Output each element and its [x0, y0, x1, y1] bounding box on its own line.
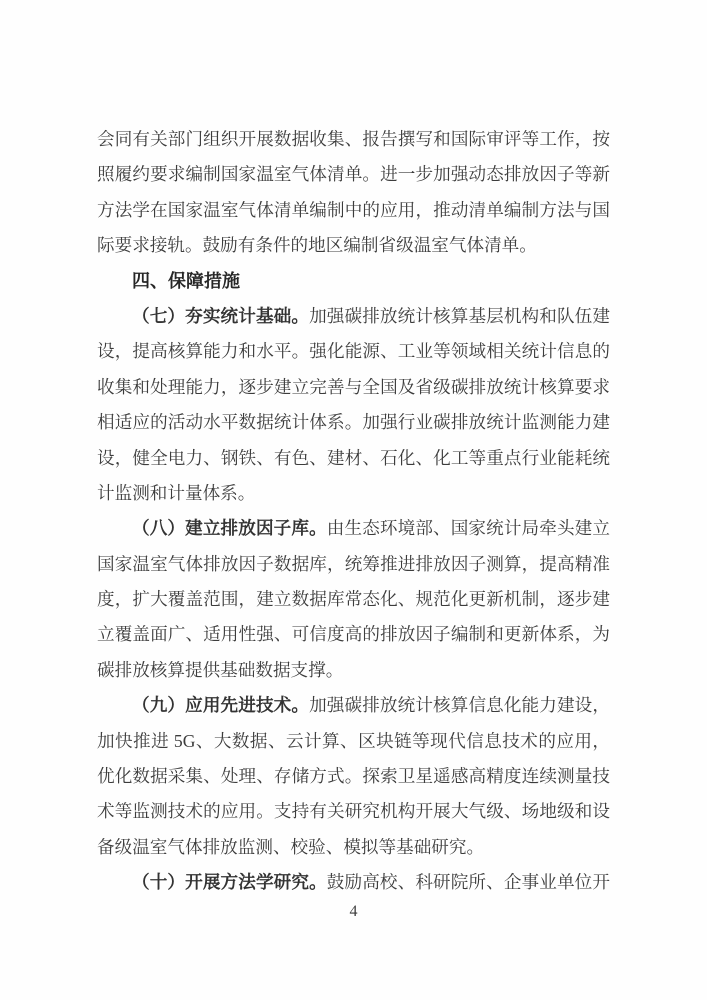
section-lead-rest: 由生态环境部、国家统计局牵头建立 [326, 518, 610, 539]
section-lead: （九）应用先进技术。 [132, 695, 310, 716]
text-line: 设，健全电力、钢铁、有色、建材、石化、化工等重点行业能耗统 [97, 447, 610, 468]
text-line [97, 299, 610, 334]
text-line: 计监测和计量体系。 [97, 482, 256, 503]
text-line: 设，提高核算能力和水平。强化能源、工业等领域相关统计信息的 [97, 341, 610, 362]
text-line: 国家温室气体排放因子数据库，统筹推进排放因子测算，提高精准 [97, 553, 610, 574]
text-line: 备级温室气体排放监测、校验、模拟等基础研究。 [97, 836, 485, 857]
text-line: 加快推进 5G、大数据、云计算、区块链等现代信息技术的应用， [97, 730, 610, 751]
section-lead-rest: 加强碳排放统计核算基层机构和队伍建 [309, 305, 610, 326]
text-line: 相适应的活动水平数据统计体系。加强行业碳排放统计监测能力建 [97, 412, 610, 433]
page-footer [97, 903, 610, 921]
text-line [97, 688, 610, 723]
section-lead: （八）建立排放因子库。 [132, 518, 327, 539]
text-line: 度，扩大覆盖范围，建立数据库常态化、规范化更新机制，逐步建 [97, 589, 610, 610]
text-line: 术等监测技术的应用。支持有关研究机构开展大气级、场地级和设 [97, 801, 610, 822]
section-heading: 四、保障措施 [132, 270, 240, 291]
text-line: 优化数据采集、处理、存储方式。探索卫星遥感高精度连续测量技 [97, 766, 610, 787]
section-lead: （十）开展方法学研究。 [132, 872, 327, 893]
page-number: 4 [349, 902, 358, 920]
text-line: 方法学在国家温室气体清单编制中的应用，推动清单编制方法与国 [97, 199, 610, 220]
document-content [97, 122, 610, 901]
section-lead: （七）夯实统计基础。 [132, 305, 310, 326]
section-lead-rest: 鼓励高校、科研院所、企事业单位开 [326, 872, 610, 893]
text-line: 收集和处理能力，逐步建立完善与全国及省级碳排放统计核算要求 [97, 376, 610, 397]
text-line: 会同有关部门组织开展数据收集、报告撰写和国际审评等工作，按 [97, 129, 610, 149]
section-lead-rest: 加强碳排放统计核算信息化能力建设， [309, 695, 610, 716]
text-line: 际要求接轨。鼓励有条件的地区编制省级温室气体清单。 [97, 235, 537, 256]
text-line [97, 865, 610, 900]
text-line: 碳排放核算提供基础数据支撑。 [97, 659, 344, 680]
text-line: 照履约要求编制国家温室气体清单。进一步加强动态排放因子等新 [97, 164, 610, 185]
text-line [97, 511, 610, 546]
text-line: 立覆盖面广、适用性强、可信度高的排放因子编制和更新体系，为 [97, 624, 610, 645]
